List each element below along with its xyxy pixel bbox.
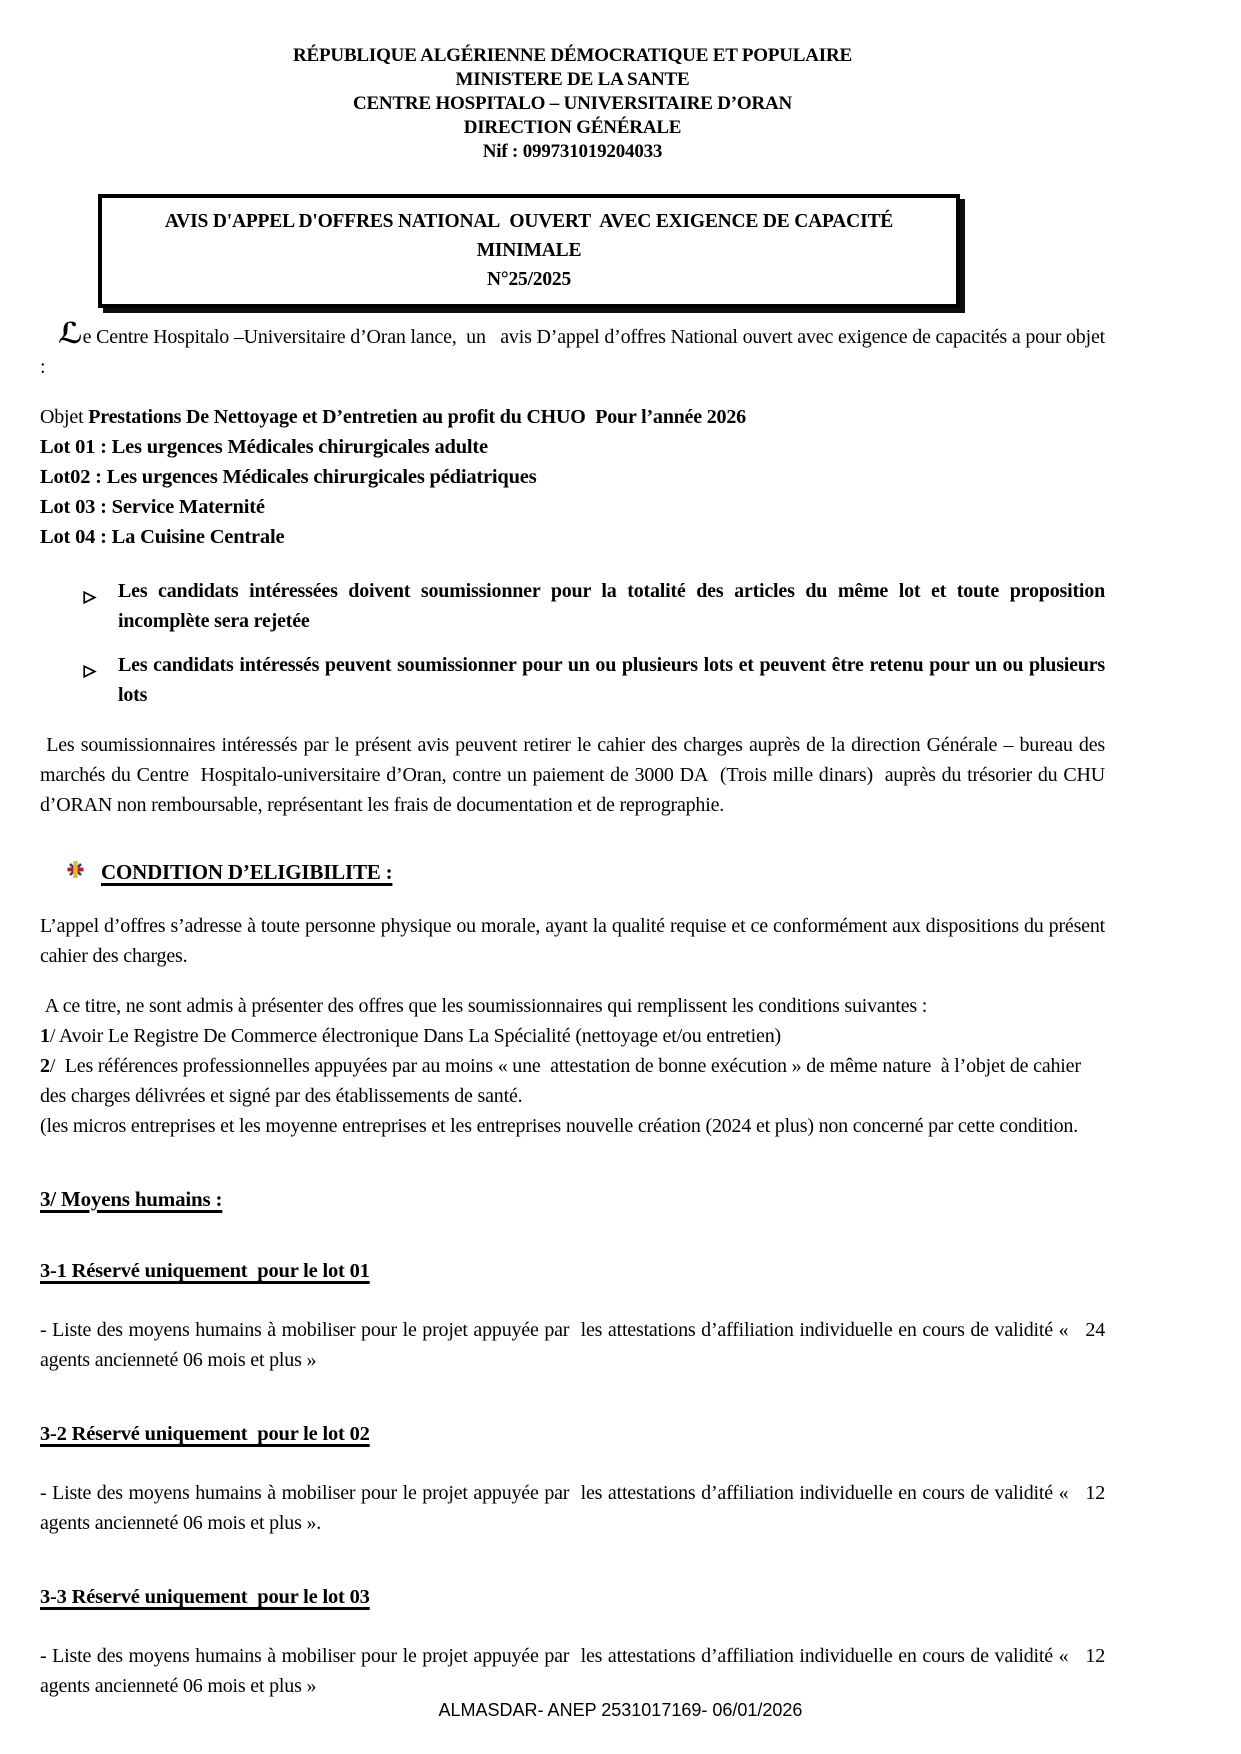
eligibility-heading-text: CONDITION D’ELIGIBILITE : <box>101 860 393 884</box>
condition-note: (les micros entreprises et les moyenne entreprises et les entreprises nouvelle création (2024 et plus) non concerné par cette condition. <box>40 1115 1078 1137</box>
bullet-text: Les candidats intéressés peuvent soumissionner pour un ou plusieurs lots et peuvent être retenu pour un ou plusieurs lots <box>118 654 1105 706</box>
letterhead-line-direction: DIRECTION GÉNÉRALE <box>463 117 682 138</box>
intro-text: e Centre Hospitalo –Universitaire d’Oran lance, un avis D’appel d’offres National ouvert avec exigence de capacités a pour objet : <box>40 326 1105 378</box>
lot-04: Lot 04 : La Cuisine Centrale <box>40 526 285 548</box>
intro-paragraph <box>40 316 1105 382</box>
letterhead-line-hospital: CENTRE HOSPITALO – UNIVERSITAIRE D’ORAN <box>352 93 793 114</box>
notice-title-box <box>98 194 960 308</box>
bullet-item-multiple-lots <box>40 650 1105 710</box>
section-title-lot-01: 3-1 Réservé uniquement pour le lot 01 <box>40 1260 370 1282</box>
objet-label: Objet <box>40 406 89 428</box>
lot-01: Lot 01 : Les urgences Médicales chirurgicales adulte <box>40 436 488 458</box>
objet-value: Prestations De Nettoyage et D’entretien au profit du CHUO Pour l’année 2026 <box>88 406 746 428</box>
section-title-lot-02: 3-2 Réservé uniquement pour le lot 02 <box>40 1423 370 1445</box>
eligibility-paragraph-1: L’appel d’offres s’adresse à toute personne physique ou morale, ayant la qualité requise et ce conformément aux dispositions du présent cahier des charges. <box>40 915 1105 967</box>
arrow-bullet-icon <box>82 584 97 614</box>
condition-item-1 <box>40 1021 1105 1051</box>
bullet-item-totality <box>40 576 1105 636</box>
letterhead-line-nif: Nif : 099731019204033 <box>482 141 663 162</box>
lot-02: Lot02 : Les urgences Médicales chirurgicales pédiatriques <box>40 466 537 488</box>
section-title-lot-03: 3-3 Réservé uniquement pour le lot 03 <box>40 1586 370 1608</box>
section-body-lot-01: - Liste des moyens humains à mobiliser pour le projet appuyée par les attestations d’affiliation individuelle en cours de validité « 24 agents ancienneté 06 mois et plus » <box>40 1319 1105 1371</box>
condition-1-number: 1 <box>40 1025 50 1047</box>
condition-item-2 <box>40 1051 1105 1111</box>
objet-line <box>40 402 1105 432</box>
conditions-bullet-list <box>40 576 1105 710</box>
condition-2-text: / Les références professionnelles appuyées par au moins « une attestation de bonne exécution » de même nature à l’objet de cahier des charges délivrées et signé par des établissements de santé. <box>40 1055 1081 1107</box>
bullet-text: Les candidats intéressées doivent soumissionner pour la totalité des articles du même lot et toute proposition incomplète sera rejetée <box>118 580 1105 632</box>
letterhead-line-ministry: MINISTERE DE LA SANTE <box>455 69 690 90</box>
cross-bullet-icon <box>66 860 85 885</box>
condition-1-text: / Avoir Le Registre De Commerce électronique Dans La Spécialité (nettoyage et/ou entretien) <box>49 1025 781 1047</box>
retrait-paragraph: Les soumissionnaires intéressés par le présent avis peuvent retirer le cahier des charges auprès de la direction Générale – bureau des marchés du Centre Hospitalo-universitaire d’Oran, contre un paiement de 3000 DA (Trois mille dinars) auprès du trésorier du CHU d’ORAN non remboursable, représentant les frais de documentation et de reprographie. <box>40 734 1105 816</box>
section-body-lot-02: - Liste des moyens humains à mobiliser pour le projet appuyée par les attestations d’affiliation individuelle en cours de validité « 12 agents ancienneté 06 mois et plus ». <box>40 1482 1105 1534</box>
eligibility-paragraph-2: A ce titre, ne sont admis à présenter des offres que les soumissionnaires qui remplissent les conditions suivantes : <box>40 995 928 1017</box>
letterhead-line-republic: RÉPUBLIQUE ALGÉRIENNE DÉMOCRATIQUE ET POPULAIRE <box>293 45 852 66</box>
drop-cap: ℒ <box>58 316 83 350</box>
condition-2-number: 2 <box>40 1055 50 1077</box>
anep-footer: ALMASDAR- ANEP 2531017169- 06/01/2026 <box>438 1700 803 1720</box>
lot-03: Lot 03 : Service Maternité <box>40 496 265 518</box>
letterhead <box>40 44 1105 164</box>
eligibility-heading <box>40 860 1105 885</box>
notice-title: AVIS D'APPEL D'OFFRES NATIONAL OUVERT AVEC EXIGENCE DE CAPACITÉ MINIMALE <box>164 211 894 261</box>
arrow-bullet-icon <box>82 658 97 688</box>
section-body-lot-03: - Liste des moyens humains à mobiliser pour le projet appuyée par les attestations d’affiliation individuelle en cours de validité « 12 agents ancienneté 06 mois et plus » <box>40 1645 1105 1697</box>
moyens-humains-heading: 3/ Moyens humains : <box>40 1187 223 1211</box>
notice-number: N°25/2025 <box>487 269 571 290</box>
